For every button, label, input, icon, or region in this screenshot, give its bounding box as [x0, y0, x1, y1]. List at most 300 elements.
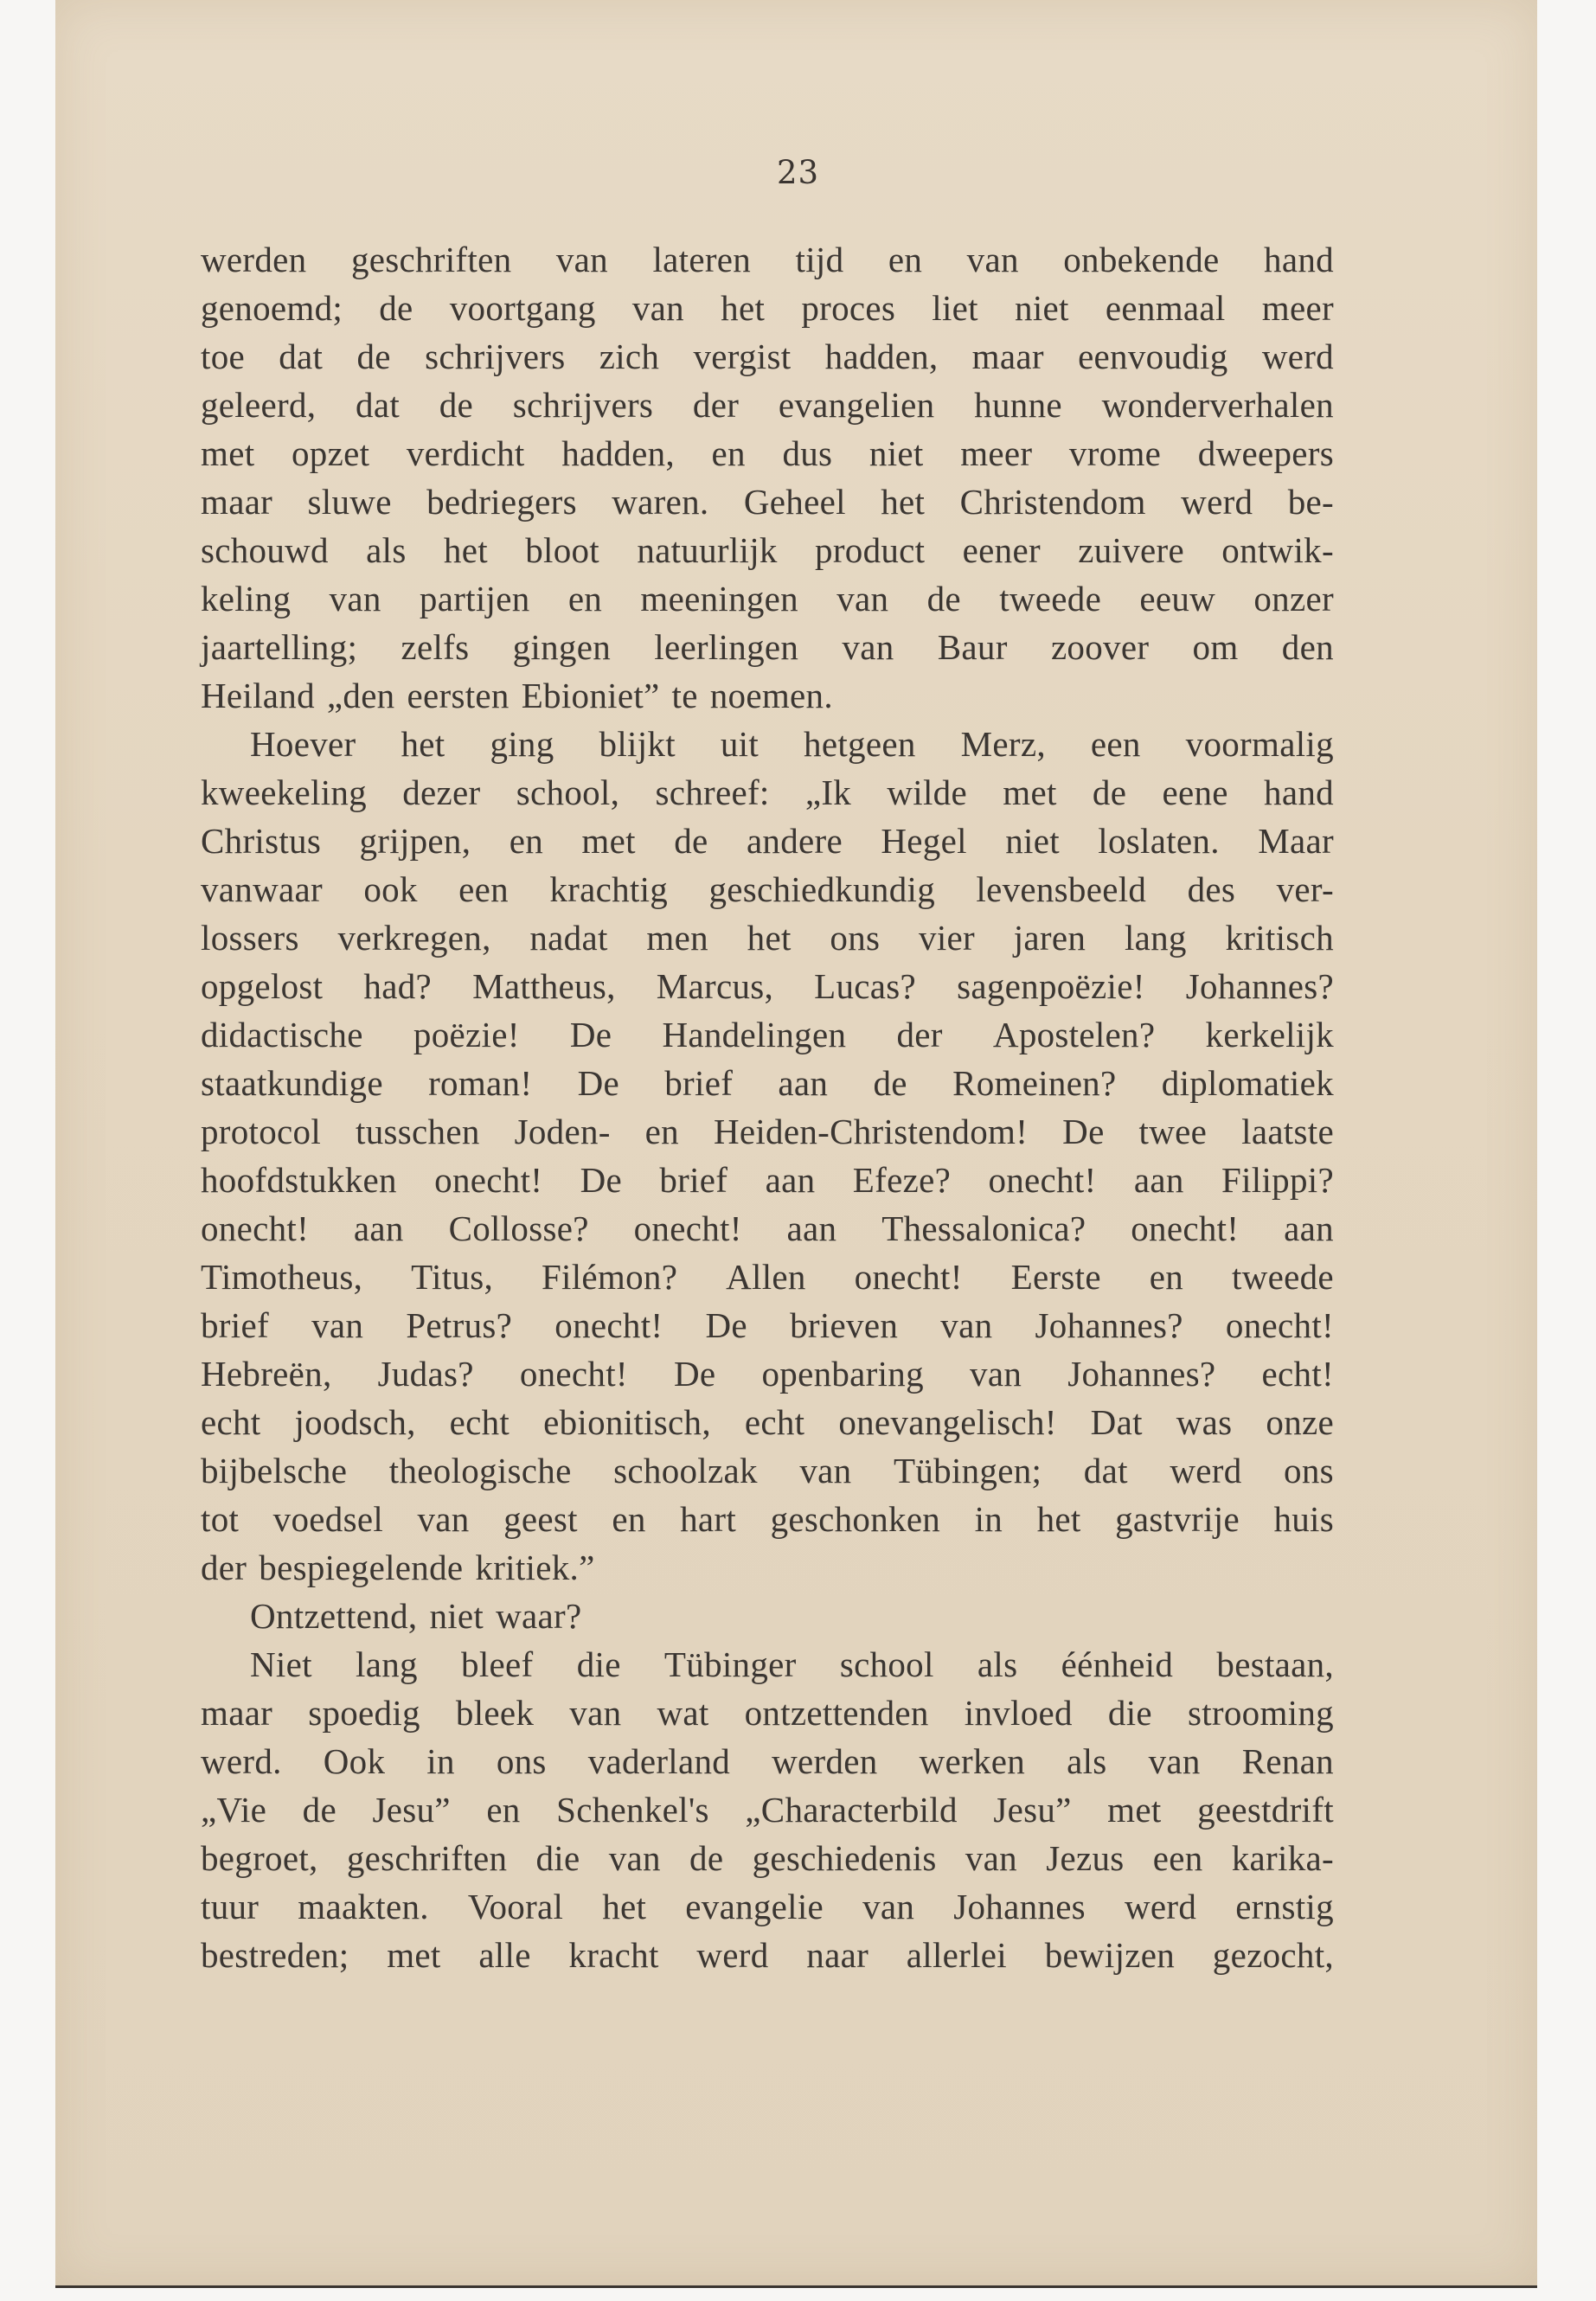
word: en	[1149, 1257, 1184, 1297]
word: werd	[1181, 482, 1253, 522]
word: meer	[1261, 288, 1334, 328]
word: bleef	[461, 1644, 534, 1684]
word: ook	[363, 869, 418, 909]
word: Marcus,	[656, 966, 774, 1006]
word: geschonken	[770, 1499, 941, 1539]
word: karika-	[1231, 1838, 1334, 1878]
word: Allen	[726, 1257, 806, 1297]
word: partijen	[419, 579, 530, 619]
word: begroet,	[201, 1838, 318, 1878]
word: natuurlijk	[637, 530, 778, 570]
word: bedriegers	[426, 482, 577, 522]
word: gingen	[512, 627, 611, 667]
word: hand	[1264, 240, 1334, 279]
word: opzet	[291, 433, 370, 473]
word: aan	[1284, 1208, 1334, 1248]
word: Heiden-Christendom!	[713, 1112, 1029, 1151]
word: blijkt	[599, 724, 676, 764]
text-line	[201, 1398, 1334, 1446]
word: hetgeen	[804, 724, 916, 764]
page-bottom-edge	[55, 2285, 1537, 2288]
word: Ebioniet”	[521, 676, 660, 715]
word: Petrus?	[406, 1305, 513, 1345]
word: aan	[765, 1160, 816, 1200]
word: die	[576, 1644, 621, 1684]
word: het	[747, 918, 792, 958]
word: voortgang	[449, 288, 596, 328]
word: proces	[801, 288, 896, 328]
word: men	[646, 918, 708, 958]
word: aan	[353, 1208, 404, 1248]
word: andere	[746, 821, 843, 861]
word: en	[509, 821, 544, 861]
word: Merz,	[960, 724, 1046, 764]
word: van	[965, 1838, 1017, 1878]
word: en	[486, 1790, 521, 1830]
word: een	[1090, 724, 1141, 764]
word: „Characterbild	[745, 1790, 958, 1830]
word: en	[888, 240, 923, 279]
text-line	[201, 1543, 1334, 1592]
word: kerkelijk	[1205, 1015, 1334, 1054]
word: werd	[1261, 336, 1334, 376]
body-text	[201, 235, 1334, 1979]
word: van	[940, 1305, 993, 1345]
word: wonderverhalen	[1101, 385, 1334, 425]
text-line	[201, 1495, 1334, 1543]
word: Renan	[1241, 1741, 1334, 1781]
word: schrijvers	[425, 336, 566, 376]
word: ontwik-	[1221, 530, 1334, 570]
word: dat	[356, 385, 401, 425]
word: Tübingen;	[894, 1451, 1042, 1490]
word: geschiedenis	[752, 1838, 937, 1878]
word: protocol	[201, 1112, 322, 1151]
word: de	[302, 1790, 337, 1830]
word: Christendom	[959, 482, 1146, 522]
word: eenmaal	[1105, 288, 1226, 328]
word: met	[387, 1935, 441, 1975]
word: als	[977, 1644, 1018, 1684]
word: Jesu”	[993, 1790, 1072, 1830]
word: keling	[201, 579, 292, 619]
text-line	[201, 1446, 1334, 1495]
word: ons	[830, 918, 881, 958]
text-line	[201, 1349, 1334, 1398]
word: maar	[971, 336, 1044, 376]
word: lossers	[201, 918, 299, 958]
word: theologische	[388, 1451, 572, 1490]
text-line	[201, 1834, 1334, 1882]
word: Niet	[250, 1644, 312, 1684]
word: genoemd;	[201, 288, 343, 328]
word: aan	[1133, 1160, 1184, 1200]
word: het	[401, 724, 445, 764]
word: krachtig	[549, 869, 669, 909]
word: lang	[1124, 918, 1187, 958]
word: hunne	[974, 385, 1062, 425]
word: geleerd,	[201, 385, 317, 425]
word: brief	[201, 1305, 269, 1345]
word: onecht!	[434, 1160, 543, 1200]
word: Romeinen?	[952, 1063, 1117, 1103]
word: nadat	[529, 918, 608, 958]
word: Ook	[323, 1741, 386, 1781]
word: onecht!	[633, 1208, 742, 1248]
text-line	[201, 284, 1334, 332]
word: met	[201, 433, 255, 473]
word: in	[426, 1741, 455, 1781]
word: huis	[1273, 1499, 1334, 1539]
word: die	[1107, 1693, 1152, 1733]
word: joodsch,	[294, 1402, 416, 1442]
word: naar	[806, 1935, 869, 1975]
word: laatste	[1241, 1112, 1334, 1151]
word: bewijzen	[1044, 1935, 1176, 1975]
word: ebionitisch,	[543, 1402, 711, 1442]
word: met	[581, 821, 636, 861]
text-line	[201, 1059, 1334, 1107]
word: niet	[429, 1596, 484, 1636]
word: Titus,	[411, 1257, 494, 1297]
word: van	[417, 1499, 470, 1539]
word: van	[970, 1354, 1022, 1394]
word: werd	[1170, 1451, 1242, 1490]
word: Joden-	[514, 1112, 611, 1151]
word: diplomatiek	[1161, 1063, 1334, 1103]
word: wilde	[887, 772, 967, 812]
text-line	[201, 1689, 1334, 1737]
word: als	[1067, 1741, 1107, 1781]
word: school,	[516, 772, 620, 812]
word: verkregen,	[337, 918, 491, 958]
word: product	[815, 530, 926, 570]
word: vaderland	[587, 1741, 731, 1781]
word: als	[366, 530, 407, 570]
text-line	[201, 1592, 1334, 1640]
word: uit	[720, 724, 760, 764]
word: Baur	[937, 627, 1008, 667]
word: onzer	[1253, 579, 1334, 619]
word: van	[555, 240, 608, 279]
text-line	[201, 1107, 1334, 1156]
word: en	[711, 433, 746, 473]
word: Efeze?	[852, 1160, 952, 1200]
word: een	[1152, 1838, 1203, 1878]
word: poëzie!	[413, 1015, 520, 1054]
word: geestdrift	[1197, 1790, 1334, 1830]
word: jaren	[1013, 918, 1086, 958]
word: Collosse?	[448, 1208, 589, 1248]
word: bestaan,	[1216, 1644, 1334, 1684]
text-line	[201, 526, 1334, 574]
word: jaartelling;	[201, 627, 358, 667]
word: waar?	[496, 1596, 582, 1636]
text-line	[201, 913, 1334, 962]
word: van	[311, 1305, 364, 1345]
word: de	[689, 1838, 724, 1878]
word: ons	[496, 1741, 547, 1781]
word: levensbeeld	[976, 869, 1147, 909]
word: eersten	[407, 676, 510, 715]
word: van	[862, 1887, 915, 1926]
word: het	[1036, 1499, 1081, 1539]
word: vanwaar	[201, 869, 323, 909]
word: zoover	[1050, 627, 1150, 667]
word: grijpen,	[359, 821, 471, 861]
word: onecht!	[1225, 1305, 1334, 1345]
word: echt	[201, 1402, 261, 1442]
word: Geheel	[743, 482, 846, 522]
word: De	[577, 1063, 619, 1103]
text-line	[201, 478, 1334, 526]
text-line	[201, 1640, 1334, 1689]
word: voormalig	[1185, 724, 1334, 764]
text-line	[201, 235, 1334, 284]
word: Jezus	[1046, 1838, 1125, 1878]
word: ons	[1284, 1451, 1334, 1490]
word: dus	[782, 433, 833, 473]
word: niet	[1005, 821, 1060, 861]
word: opgelost	[201, 966, 324, 1006]
word: hadden,	[824, 336, 939, 376]
word: onecht!	[854, 1257, 963, 1297]
word: Dat	[1090, 1402, 1143, 1442]
word: werden	[772, 1741, 878, 1781]
word: dweepers	[1197, 433, 1334, 473]
text-line	[201, 962, 1334, 1010]
word: onecht!	[201, 1208, 310, 1248]
text-line	[201, 720, 1334, 768]
word: der	[692, 385, 740, 425]
word: Vooral	[467, 1887, 564, 1926]
word: alle	[478, 1935, 531, 1975]
word: Apostelen?	[992, 1015, 1156, 1054]
word: Christus	[201, 821, 322, 861]
word: Lucas?	[814, 966, 917, 1006]
word: Filémon?	[541, 1257, 678, 1297]
word: was	[1176, 1402, 1233, 1442]
text-line	[201, 429, 1334, 478]
word: „den	[326, 676, 395, 715]
word: openbaring	[761, 1354, 924, 1394]
word: eene	[1162, 772, 1228, 812]
text-line	[201, 865, 1334, 913]
word: met	[1003, 772, 1057, 812]
word: ontzettenden	[744, 1693, 929, 1733]
word: echt	[744, 1402, 805, 1442]
word: des	[1187, 869, 1236, 909]
word: onecht!	[1131, 1208, 1240, 1248]
word: niet	[1015, 288, 1069, 328]
word: eenvoudig	[1078, 336, 1228, 376]
word: didactische	[201, 1015, 363, 1054]
word: de	[356, 336, 391, 376]
word: waren.	[612, 482, 709, 522]
word: ernstig	[1235, 1887, 1334, 1926]
word: werken	[919, 1741, 1026, 1781]
word: geschriften	[350, 240, 512, 279]
word: dezer	[402, 772, 481, 812]
word: een	[458, 869, 509, 909]
word: eeuw	[1139, 579, 1216, 619]
word: in	[974, 1499, 1003, 1539]
word: tusschen	[356, 1112, 480, 1151]
word: kweekeling	[201, 772, 367, 812]
word: maar	[201, 482, 273, 522]
word: te	[671, 676, 698, 715]
text-line	[201, 1737, 1334, 1785]
word: meer	[960, 433, 1033, 473]
word: van	[1148, 1741, 1201, 1781]
word: tuur	[201, 1887, 260, 1926]
word: evangelie	[685, 1887, 824, 1926]
word: Handelingen	[662, 1015, 847, 1054]
word: maar	[201, 1693, 273, 1733]
word: lateren	[652, 240, 752, 279]
word: het	[443, 530, 488, 570]
word: voedsel	[272, 1499, 384, 1539]
word: en	[644, 1112, 679, 1151]
word: met	[1107, 1790, 1162, 1830]
word: zich	[599, 336, 660, 376]
word: staatkundige	[201, 1063, 383, 1103]
word: gastvrije	[1115, 1499, 1240, 1539]
word: Jesu”	[372, 1790, 451, 1830]
word: het	[602, 1887, 647, 1926]
word: bleek	[455, 1693, 535, 1733]
word: zuivere	[1078, 530, 1184, 570]
word: dat	[1083, 1451, 1128, 1490]
word: schouwd	[201, 530, 329, 570]
word: Maar	[1258, 821, 1334, 861]
word: allerlei	[906, 1935, 1007, 1975]
word: roman!	[428, 1063, 533, 1103]
word: werden	[201, 240, 307, 279]
word: zelfs	[401, 627, 470, 667]
word: hart	[680, 1499, 737, 1539]
text-line	[201, 1204, 1334, 1253]
word: sluwe	[307, 482, 392, 522]
word: twee	[1138, 1112, 1208, 1151]
word: van	[842, 627, 894, 667]
word: de	[439, 385, 474, 425]
word: tweede	[999, 579, 1102, 619]
word: Thessalonica?	[881, 1208, 1086, 1248]
word: aan	[786, 1208, 837, 1248]
word: werd	[1124, 1887, 1197, 1926]
text-line	[201, 381, 1334, 429]
word: meeningen	[640, 579, 798, 619]
word: De	[569, 1015, 612, 1054]
word: echt	[449, 1402, 510, 1442]
word: Timotheus,	[201, 1257, 363, 1297]
word: kracht	[568, 1935, 659, 1975]
word: de	[926, 579, 961, 619]
word: De	[673, 1354, 716, 1394]
word: toe	[201, 336, 245, 376]
text-line	[201, 1785, 1334, 1834]
word: „Vie	[201, 1790, 267, 1830]
word: onze	[1266, 1402, 1334, 1442]
word: van	[608, 1838, 661, 1878]
word: brief	[664, 1063, 734, 1103]
word: hand	[1264, 772, 1334, 812]
word: maakten.	[298, 1887, 429, 1926]
word: en	[612, 1499, 646, 1539]
text-line	[201, 1253, 1334, 1301]
word: hoofdstukken	[201, 1160, 397, 1200]
word: ver-	[1276, 869, 1334, 909]
word: gezocht,	[1212, 1935, 1334, 1975]
word: Heiland	[201, 676, 315, 715]
word: Hoever	[250, 724, 356, 764]
word: geest	[503, 1499, 578, 1539]
word: noemen.	[709, 676, 833, 715]
word: onecht!	[519, 1354, 628, 1394]
word: onecht!	[554, 1305, 663, 1345]
word: brieven	[790, 1305, 899, 1345]
text-line	[201, 768, 1334, 817]
word: van	[569, 1693, 622, 1733]
word: die	[535, 1838, 580, 1878]
word: lang	[356, 1644, 418, 1684]
word: liet	[932, 288, 978, 328]
word: Ontzettend,	[250, 1596, 418, 1636]
word: Judas?	[377, 1354, 474, 1394]
word: bestreden;	[201, 1935, 349, 1975]
word: Hegel	[881, 821, 967, 861]
word: leerlingen	[654, 627, 799, 667]
word: brief	[659, 1160, 728, 1200]
word: van	[329, 579, 381, 619]
word: De	[1062, 1112, 1105, 1151]
text-line	[201, 332, 1334, 381]
word: van	[631, 288, 684, 328]
word: Hebreën,	[201, 1354, 332, 1394]
word: Mattheus,	[472, 966, 616, 1006]
word: bloot	[525, 530, 600, 570]
word: kritisch	[1225, 918, 1334, 958]
word: sagenpoëzie!	[957, 966, 1145, 1006]
text-line	[201, 1301, 1334, 1349]
word: en	[567, 579, 603, 619]
word: van	[836, 579, 889, 619]
word: Filippi?	[1221, 1160, 1334, 1200]
word: der	[201, 1548, 247, 1587]
word: bijbelsche	[201, 1451, 348, 1490]
word: invloed	[964, 1693, 1073, 1733]
word: had?	[363, 966, 433, 1006]
word: werd.	[201, 1741, 282, 1781]
word: de	[1092, 772, 1127, 812]
word: om	[1192, 627, 1239, 667]
text-line	[201, 1156, 1334, 1204]
word: tijd	[795, 240, 844, 279]
word: bespiegelende	[259, 1548, 464, 1587]
word: werd	[696, 1935, 769, 1975]
text-line	[201, 817, 1334, 865]
word: de	[379, 288, 413, 328]
word: Johannes?	[1067, 1354, 1216, 1394]
word: Tübinger	[663, 1644, 797, 1684]
word: hadden,	[561, 433, 675, 473]
word: de	[674, 821, 708, 861]
word: Johannes	[953, 1887, 1086, 1926]
text-line	[201, 623, 1334, 671]
word: Johannes?	[1185, 966, 1334, 1006]
word: geschiedkundig	[708, 869, 935, 909]
